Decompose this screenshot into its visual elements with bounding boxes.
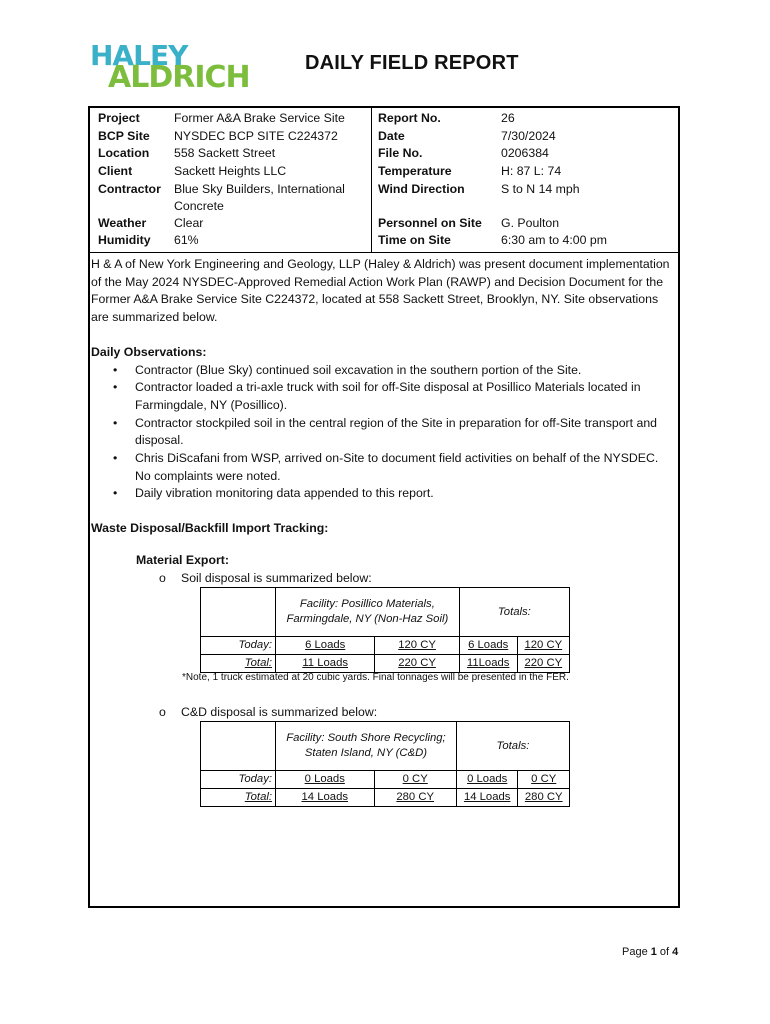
header-row: [95, 128, 677, 146]
daily-observations-heading: Daily Observations:: [91, 344, 207, 359]
soil-facility: Facility: Posillico Materials, Farmingdale, NY (Non-Haz Soil): [276, 588, 460, 637]
table-cell: 6 Loads: [276, 637, 375, 655]
list-item: • Daily vibration monitoring data appended to this report.: [135, 485, 676, 503]
circle-bullet: o: [159, 571, 166, 585]
total-pages: 4: [672, 946, 679, 958]
table-row: [201, 771, 570, 789]
page-number: [622, 946, 678, 958]
table-row: [201, 655, 570, 673]
header-row: [95, 110, 677, 128]
header-row: [95, 145, 677, 163]
header-divider: [371, 108, 372, 252]
header-bottom-rule: [90, 252, 678, 253]
page-title: DAILY FIELD REPORT: [305, 52, 519, 74]
label-personnel: Personnel on Site: [378, 215, 482, 230]
value-weather: Clear: [174, 215, 204, 230]
label-weather: Weather: [98, 215, 147, 230]
observations-list: [91, 362, 676, 504]
label-file-no: File No.: [378, 146, 423, 161]
table-cell: 0 Loads: [276, 771, 375, 789]
value-bcp-site: NYSDEC BCP SITE C224372: [174, 128, 338, 143]
value-time-on-site: 6:30 am to 4:00 pm: [501, 233, 607, 248]
value-report-no: 26: [501, 111, 515, 125]
value-humidity: 61%: [174, 233, 199, 248]
value-client: Sackett Heights LLC: [174, 164, 287, 179]
header-row: [95, 232, 677, 250]
cd-today-label: Today:: [201, 771, 276, 789]
list-item: • Contractor (Blue Sky) continued soil excavation in the southern portion of the Site.: [135, 362, 676, 380]
soil-today-label: Today:: [201, 637, 276, 655]
label-humidity: Humidity: [98, 233, 151, 248]
cd-disposal-table: [200, 721, 570, 807]
label-contractor: Contractor: [98, 181, 161, 196]
header-row: [95, 163, 677, 181]
table-row: [201, 637, 570, 655]
label-time-on-site: Time on Site: [378, 233, 451, 248]
table-cell: 280 CY: [518, 789, 570, 807]
header-row: [95, 215, 677, 233]
value-temperature: H: 87 L: 74: [501, 164, 562, 179]
list-item: • Chris DiScafani from WSP, arrived on-Site to document field activities on behalf of the NYSDEC. No complaints were noted.: [135, 450, 676, 485]
soil-totals-label: Totals:: [459, 588, 569, 637]
material-export-heading: Material Export:: [136, 553, 229, 567]
list-item: • Contractor stockpiled soil in the central region of the Site in preparation for off-Site transport and disposal.: [135, 415, 676, 450]
table-row: [201, 588, 570, 637]
waste-tracking-heading: Waste Disposal/Backfill Import Tracking:: [91, 521, 329, 536]
value-date: 7/30/2024: [501, 128, 556, 143]
value-file-no: 0206384: [501, 146, 549, 161]
table-cell: 120 CY: [517, 637, 569, 655]
table-row: [201, 789, 570, 807]
current-page: 1: [650, 946, 657, 958]
table-cell: 11 Loads: [276, 655, 375, 673]
logo-line-2: ALDRICH: [108, 60, 250, 95]
table-cell: 6 Loads: [459, 637, 517, 655]
value-project: Former A&A Brake Service Site: [174, 111, 345, 125]
cd-disposal-intro: [159, 705, 378, 719]
soil-total-label: Total:: [201, 655, 276, 673]
haley-aldrich-logo: [90, 39, 250, 96]
table-cell: 220 CY: [517, 655, 569, 673]
header-row: [95, 181, 677, 215]
table-cell: 0 Loads: [456, 771, 518, 789]
label-temperature: Temperature: [378, 164, 452, 179]
cd-total-label: Total:: [201, 789, 276, 807]
value-contractor: Blue Sky Builders, International Concrete: [174, 181, 345, 213]
page-prefix: Page: [622, 946, 651, 958]
value-personnel: G. Poulton: [501, 215, 560, 230]
table-cell: 14 Loads: [456, 789, 518, 807]
soil-disposal-intro: [159, 571, 372, 585]
table-cell: 0 CY: [374, 771, 456, 789]
label-wind-direction: Wind Direction: [378, 181, 465, 196]
table-cell: 0 CY: [518, 771, 570, 789]
table-cell: 120 CY: [375, 637, 459, 655]
soil-disposal-table: [200, 587, 570, 673]
label-date: Date: [378, 128, 405, 143]
soil-note: *Note, 1 truck estimated at 20 cubic yards. Final tonnages will be presented in the FER.: [182, 672, 569, 683]
intro-paragraph: H & A of New York Engineering and Geology, LLP (Haley & Aldrich) was present document implementation of the May 2024 NYSDEC-Approved Remedial Action Work Plan (RAWP) and Decision Document for the Former A&A Brake Service Site C224372, located at 558 Sackett Street, Brooklyn, NY. Site observations are summarized below.: [91, 257, 670, 325]
table-cell: 14 Loads: [276, 789, 375, 807]
label-report-no: Report No.: [378, 111, 441, 125]
table-cell: 220 CY: [375, 655, 459, 673]
table-row: [201, 722, 570, 771]
label-client: Client: [98, 164, 133, 179]
label-project: Project: [98, 111, 140, 125]
label-bcp-site: BCP Site: [98, 128, 150, 143]
table-cell: [201, 722, 276, 771]
soil-intro-text: Soil disposal is summarized below:: [181, 571, 372, 585]
header-table: [95, 110, 677, 250]
value-wind-direction: S to N 14 mph: [501, 181, 580, 196]
cd-intro-text: C&D disposal is summarized below:: [181, 705, 378, 719]
report-body: [91, 256, 676, 538]
label-location: Location: [98, 146, 150, 161]
cd-totals-label: Totals:: [456, 722, 569, 771]
page-mid: of: [656, 946, 673, 958]
table-cell: [201, 588, 276, 637]
logo-line-1: HALEY: [90, 39, 188, 72]
list-item: • Contractor loaded a tri-axle truck with soil for off-Site disposal at Posillico Materials located in Farmingdale, NY (Posillico).: [135, 379, 676, 414]
circle-bullet: o: [159, 705, 166, 719]
table-cell: 280 CY: [374, 789, 456, 807]
table-cell: 11Loads: [459, 655, 517, 673]
cd-facility: Facility: South Shore Recycling; Staten Island, NY (C&D): [276, 722, 457, 771]
value-location: 558 Sackett Street: [174, 146, 276, 161]
